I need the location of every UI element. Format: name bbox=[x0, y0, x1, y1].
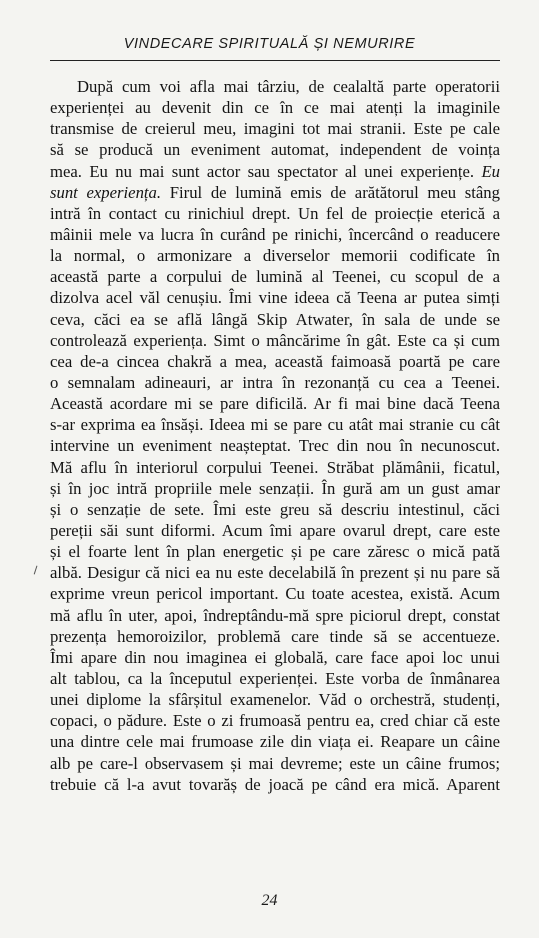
text-line: s-ar exprima ea însăși. Ideea mi se pare cu atât mai stranie cu cât bbox=[50, 415, 500, 435]
text-line: la normal, o armonizare a diverselor memorii codificate în bbox=[50, 246, 500, 266]
text-line: controlează experiența. Simt o mâncărime în gât. Este ca și cum bbox=[50, 330, 500, 350]
text-line: dizolva acel văl cenușiu. Îmi vine ideea că Teena ar putea simți bbox=[50, 288, 500, 308]
text-line: pereții săi sunt diformi. Acum îmi apare ovarul drept, care este bbox=[50, 520, 500, 540]
text-line-segment: Firul de lumină emis de arătătorul meu stâng bbox=[161, 182, 500, 202]
text-line: experienței au devenit din ce în ce mai atenți la imaginile bbox=[50, 98, 500, 118]
text-line-segment: mea. Eu nu mai sunt actor sau spectator al unei experiențe. bbox=[50, 161, 475, 181]
page-number: 24 bbox=[261, 892, 278, 909]
italic-emphasis: sunt experiența. bbox=[50, 182, 162, 202]
text-line: o semnalam adineauri, ar intra în rezonanță cu cea a Teenei. bbox=[50, 372, 500, 392]
text-line: una dintre cele mai frumoase zile din viața ei. Reapare un câine bbox=[50, 732, 500, 752]
text-line: exprime vreun pericol important. Cu toate acestea, există. Acum bbox=[50, 584, 500, 604]
text-line: și în joc intră propriile mele senzații. În gură am un gust amar bbox=[50, 478, 500, 498]
text-line: Această acordare mi se pare dificilă. Ar fi mai bine dacă Teena bbox=[50, 394, 500, 414]
italic-emphasis: Eu bbox=[481, 161, 501, 181]
text-line: cea de-a cincea chakră a mea, această faimoasă poartă pe care bbox=[50, 351, 500, 371]
text-line: Mă aflu în interiorul corpului Teenei. Străbat plămânii, ficatul, bbox=[50, 457, 500, 477]
text-line: transmise de creierul meu, imagini tot mai stranii. Este pe cale bbox=[50, 119, 500, 139]
text-line: alt tablou, ca la începutul experienței. Este vorba de înmânarea bbox=[50, 668, 500, 688]
text-line: albă. Desigur că nici ea nu este decelabilă în prezent și nu pare să bbox=[50, 563, 500, 583]
text-line: și o senzație de sete. Îmi este greu să descriu intestinul, căci bbox=[50, 499, 500, 519]
text-line: și el foarte lent în plan energetic și pe care zăresc o mică pată bbox=[50, 542, 500, 562]
text-line: mâinii mele va lucra în curând pe rinichi, încercând o readucere bbox=[50, 224, 500, 244]
text-line: mă aflu în uter, apoi, îndreptându-mă spre piciorul drept, constat bbox=[50, 605, 500, 625]
text-line bbox=[50, 182, 500, 203]
body-text bbox=[50, 76, 500, 795]
text-line: Îmi apare din nou imaginea ei globală, care face apoi loc unui bbox=[50, 647, 500, 667]
text-line: această parte a corpului de lumină al Teenei, cu scopul de a bbox=[50, 267, 500, 287]
text-line: unei diplome la sfârșitul examenelor. Văd o orchestră, studenți, bbox=[50, 690, 500, 710]
running-title: VINDECARE SPIRITUALĂ ȘI NEMURIRE bbox=[123, 36, 416, 52]
header-rule bbox=[50, 60, 500, 61]
text-line: ceva, căci ea se află lângă Skip Atwater, în sala de unde se bbox=[50, 309, 500, 329]
text-line: trebuie că l-a avut tovarăș de joacă pe când era mică. Aparent bbox=[50, 774, 500, 794]
text-line: prezența hemoroizilor, problemă care tinde să se accentueze. bbox=[50, 626, 500, 646]
text-line bbox=[50, 161, 500, 182]
text-line: să se producă un eveniment automat, independent de voința bbox=[50, 140, 500, 160]
text-line: intră în contact cu rinichiul drept. Un fel de proiecție eterică a bbox=[50, 203, 500, 223]
text-line: intervine un eveniment neașteptat. Trec din nou în necunoscut. bbox=[50, 436, 500, 456]
text-line: copaci, o pădure. Este o zi frumoasă pentru ea, cred chiar că este bbox=[50, 711, 500, 731]
text-line: După cum voi afla mai târziu, de cealaltă parte operatorii bbox=[77, 77, 500, 96]
text-line: alb pe care-l observasem și mai devreme; este un câine frumos; bbox=[50, 753, 500, 773]
margin-pencil-mark bbox=[34, 566, 41, 576]
